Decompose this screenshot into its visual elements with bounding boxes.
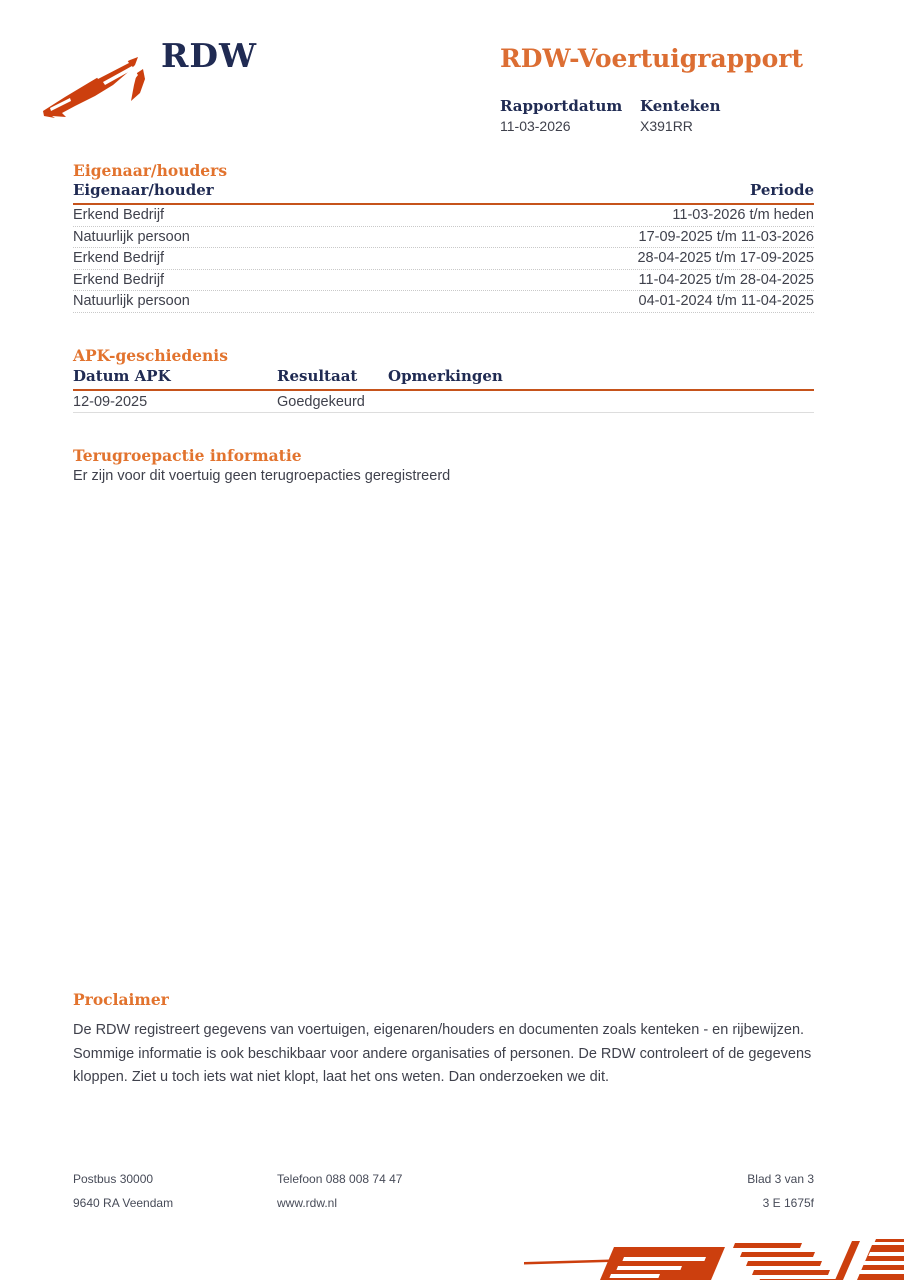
report-date-value: 11-03-2026 [500, 118, 571, 134]
owner-name: Erkend Bedrijf [73, 250, 165, 267]
recall-text: Er zijn voor dit voertuig geen terugroepacties geregistreerd [73, 468, 451, 484]
rdw-wing-graphic-icon [510, 1239, 904, 1280]
owner-period: 17-09-2025 t/m 11-03-2026 [638, 228, 814, 245]
footer-address-line2: 9640 RA Veendam [73, 1196, 174, 1210]
apk-section-title: APK-geschiedenis [73, 346, 228, 365]
owner-name: Erkend Bedrijf [73, 271, 165, 288]
owner-name: Natuurlijk persoon [73, 228, 190, 245]
apk-col-result: Resultaat [277, 367, 358, 385]
apk-table-header [73, 367, 814, 391]
rdw-wordmark: RDW [161, 36, 258, 75]
apk-table-row [73, 391, 814, 413]
footer-website: www.rdw.nl [277, 1196, 338, 1210]
owners-table [73, 181, 814, 313]
recall-section-title: Terugroepactie informatie [73, 446, 302, 465]
rdw-feather-icon [40, 52, 146, 118]
owners-col-owner: Eigenaar/houder [73, 181, 214, 199]
owners-table-row [73, 248, 814, 270]
owner-name: Natuurlijk persoon [73, 293, 190, 310]
owner-name: Erkend Bedrijf [73, 207, 165, 224]
owners-col-period: Periode [749, 181, 814, 199]
proclaimer-section-title: Proclaimer [73, 990, 169, 1009]
owners-table-body [73, 205, 814, 313]
page-title: RDW-Voertuigrapport [500, 44, 804, 73]
owners-table-row [73, 270, 814, 292]
apk-col-remarks: Opmerkingen [388, 367, 503, 385]
owner-period: 11-04-2025 t/m 28-04-2025 [638, 271, 814, 288]
owner-period: 28-04-2025 t/m 17-09-2025 [637, 250, 814, 267]
owner-period: 11-03-2026 t/m heden [672, 207, 814, 224]
proclaimer-text: De RDW registreert gegevens van voertuigen, eigenaren/houders en documenten zoals kenteken - en rijbewijzen. Sommige informatie is ook beschikbaar voor andere organisaties of personen. De RDW controleert of de gegevens kloppen. Ziet u toch iets wat niet klopt, laat het ons weten. Dan onderzoeken we dit. [73, 1022, 812, 1085]
owners-section-title: Eigenaar/houders [73, 161, 228, 180]
footer-phone: Telefoon 088 008 74 47 [277, 1172, 403, 1186]
apk-date: 12-09-2025 [73, 393, 148, 410]
report-date-label: Rapportdatum [500, 97, 623, 115]
license-plate-value: X391RR [640, 118, 693, 134]
owners-table-header [73, 181, 814, 205]
footer-page-indicator: Blad 3 van 3 [747, 1172, 814, 1186]
owner-period: 04-01-2024 t/m 11-04-2025 [638, 293, 814, 310]
apk-col-date: Datum APK [73, 367, 171, 385]
footer-address-line1: Postbus 30000 [73, 1172, 154, 1186]
owners-table-row [73, 291, 814, 313]
footer-doc-code: 3 E 1675f [762, 1196, 814, 1210]
owners-table-row [73, 227, 814, 249]
apk-table-body [73, 391, 814, 413]
apk-result: Goedgekeurd [277, 393, 365, 410]
apk-table [73, 367, 814, 413]
owners-table-row [73, 205, 814, 227]
license-plate-label: Kenteken [640, 97, 721, 115]
